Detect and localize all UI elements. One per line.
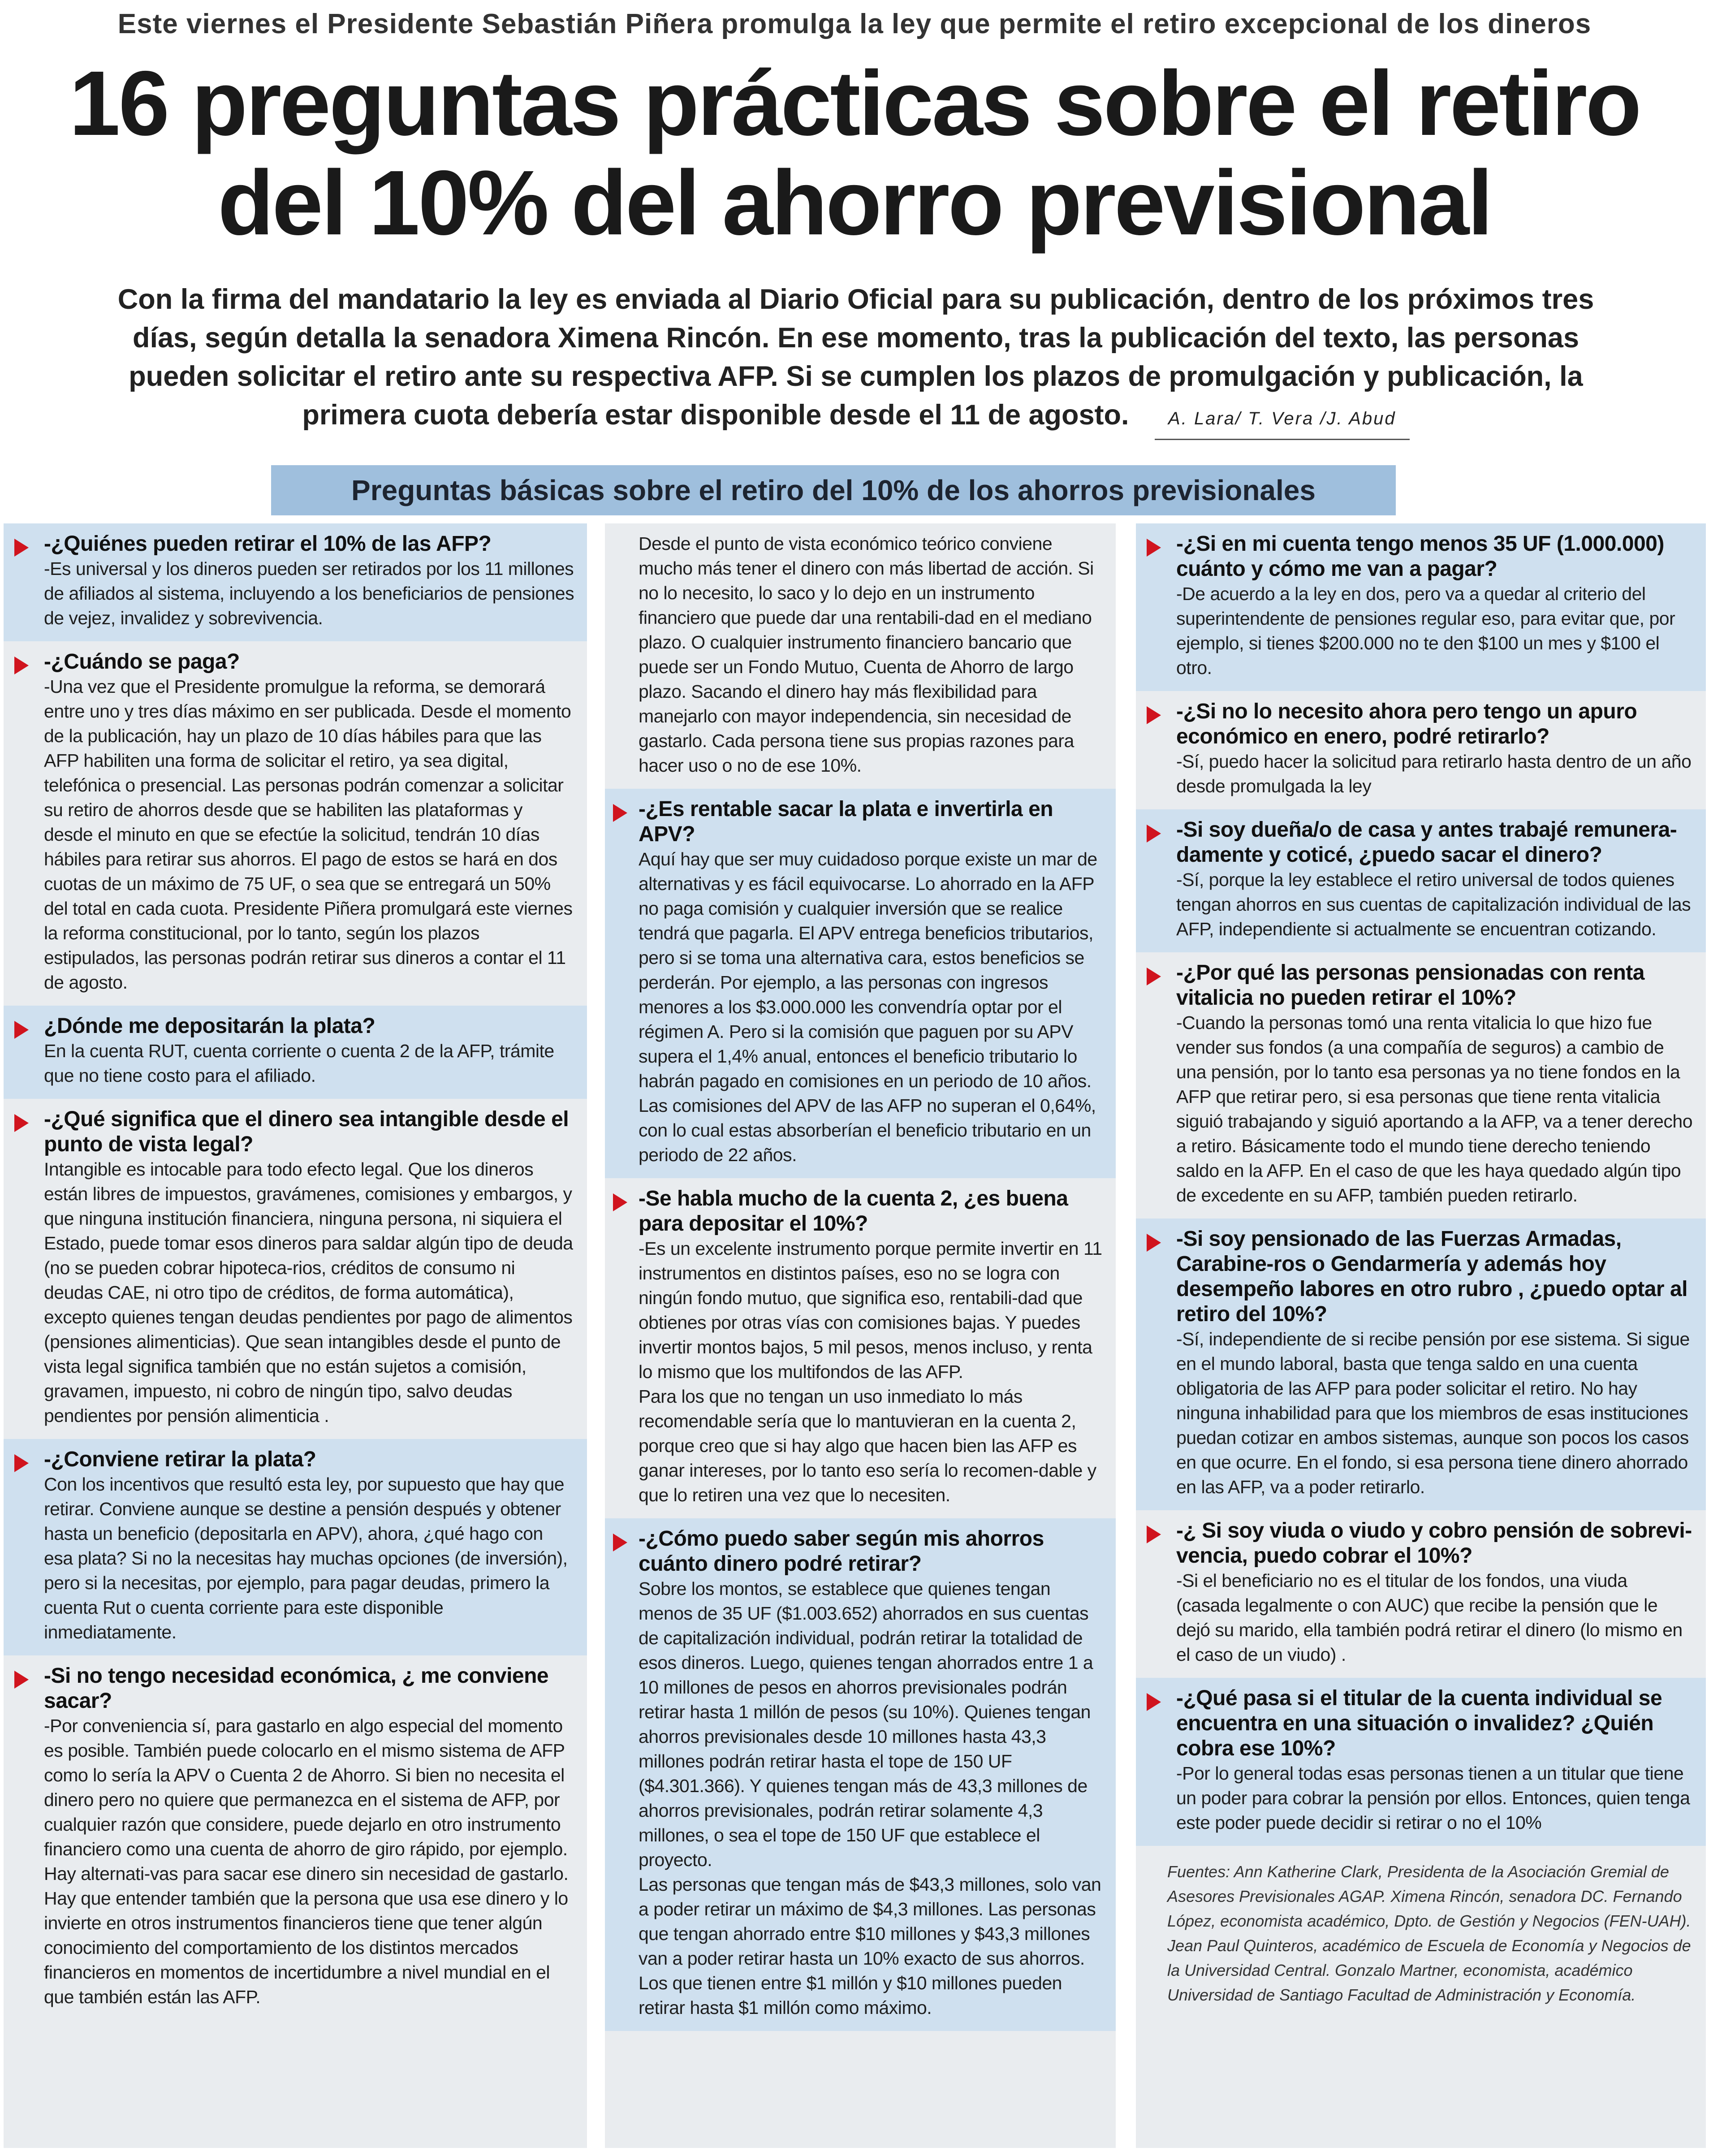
answer-paragraph: -Sí, porque la ley establece el retiro universal de todos quienes tengan ahorros en sus cuentas de capitalización individual de las AFP, independiente si actualmente se encuentran cotizando. [1176, 869, 1691, 939]
qa-item [4, 1655, 587, 2020]
answer [44, 674, 575, 995]
lead-text: Con la firma del mandatario la ley es enviada al Diario Oficial para su publicación, dentro de los próximos tres días, según detalla la senadora Ximena Rincón. En ese momento, tras la publicación del texto, las personas pueden solicitar el retiro ante su respectiva AFP. Si se cumplen los plazos de promulgación y publicación, la primera cuota debería estar disponible desde el 11 de agosto. [117, 284, 1594, 431]
answer-paragraph: Desde el punto de vista económico teórico conviene mucho más tener el dinero con más libertad de acción. Si no lo necesito, lo saco y lo dejo en un instrumento financiero que puede dar una rentabili-dad en el mediano plazo. O cualquier instrumento financiero bancario que puede ser un Fondo Mutuo, Cuenta de Ahorro de largo plazo. Sacando el dinero hay más flexibilidad para manejarlo con mayor independencia, sin necesidad de gastarlo. Cada persona tiene sus propias razones para hacer uso o no de ese 10%. [639, 533, 1094, 776]
question: -Si soy pensionado de las Fuerzas Armadas, Carabine-ros o Gendarmería y además hoy desempeño labores en otro rubro , ¿puedo optar al retiro del 10%? [1176, 1227, 1687, 1326]
bullet-arrow-icon [1147, 1693, 1161, 1711]
bullet-arrow-icon [1147, 1234, 1161, 1252]
qa-item [4, 641, 587, 1006]
answer [44, 1472, 575, 1645]
qa-item [1136, 523, 1706, 691]
bullet-arrow-icon [14, 1671, 29, 1689]
qa-item [605, 789, 1116, 1178]
qa-item [605, 1178, 1116, 1518]
answer [1176, 1327, 1694, 1499]
answer-paragraph: Aquí hay que ser muy cuidadoso porque existe un mar de alternativas y es fácil equivocarse. Lo ahorrado en la AFP no paga comisión y cualquier inversión que se realice tendrá que pagarla. El APV entrega beneficios tributarios, pero si se toma una alternativa cara, estos beneficios se perderán. Por ejemplo, a las personas con ingresos menores a los $3.000.000 les convendría optar por el régimen A. Pero si la comisión que paguen por su APV supera el 1,4% anual, entonces el beneficio tributario lo habrán pagado en comisiones en un periodo de 10 años. Las comisiones del APV de las AFP no superan el 0,64%, con lo cual estas absorberían el beneficio tributario en un periodo de 22 años. [639, 849, 1097, 1165]
headline-line-2: del 10% del ahorro previsional [217, 151, 1492, 254]
question: -¿Qué pasa si el titular de la cuenta individual se encuentra en una situación o invalidez? ¿Quién cobra ese 10%? [1176, 1686, 1662, 1760]
byline: A. Lara/ T. Vera /J. Abud [1155, 399, 1410, 440]
bullet-arrow-icon [1147, 539, 1161, 557]
qa-item [1136, 809, 1706, 952]
answer [1176, 1011, 1694, 1208]
answer-paragraph: En la cuenta RUT, cuenta corriente o cuenta 2 de la AFP, trámite que no tiene costo para el afiliado. [44, 1041, 554, 1086]
answer [639, 1236, 1104, 1508]
answer-paragraph: -Si el beneficiario no es el titular de los fondos, una viuda (casada legalmente o con AUC) que recibe la pensión que le dejó su marido, ella también podrá retirar el dinero (lo mismo en el caso de un viudo) . [1176, 1570, 1683, 1665]
column-2 [605, 523, 1116, 2148]
bullet-arrow-icon [613, 1534, 627, 1551]
answer [639, 531, 1104, 778]
question: -¿Conviene retirar la plata? [44, 1447, 316, 1471]
qa-item [4, 1099, 587, 1439]
answer [44, 1157, 575, 1428]
bullet-arrow-icon [613, 1193, 627, 1211]
bullet-arrow-icon [14, 1454, 29, 1472]
qa-item [605, 1518, 1116, 2031]
question: -¿Es rentable sacar la plata e invertirla en APV? [639, 797, 1053, 846]
question: -Se habla mucho de la cuenta 2, ¿es buena para depositar el 10%? [639, 1187, 1068, 1236]
qa-item [1136, 691, 1706, 809]
answer [1176, 868, 1694, 942]
answer [1176, 582, 1694, 680]
qa-item [1136, 1510, 1706, 1678]
question: -¿Cuándo se paga? [44, 650, 240, 674]
question: -Si soy dueña/o de casa y antes trabajé remunera-damente y coticé, ¿puedo sacar el dinero? [1176, 818, 1677, 867]
answer [639, 847, 1104, 1167]
bullet-arrow-icon [14, 1114, 29, 1132]
question: -¿Quiénes pueden retirar el 10% de las AFP? [44, 532, 492, 556]
bullet-arrow-icon [1147, 1525, 1161, 1543]
answer-paragraph: -Sí, independiente de si recibe pensión por ese sistema. Si sigue en el mundo laboral, basta que tenga saldo en una cuenta obligatoria de las AFP para poder solicitar el retiro. No hay ninguna inhabilidad para que los miembros de esas instituciones puedan cotizar en ambos sistemas, aunque son pocos los casos en que ocurre. En el fondo, si esa persona tiene dinero ahorrado en las AFP, va a poder retirarlo. [1176, 1329, 1690, 1497]
answer-paragraph: -Una vez que el Presidente promulgue la reforma, se demorará entre uno y tres días máximo en ser publicada. Desde el momento de la publicación, hay un plazo de 10 días hábiles para que las AFP habiliten una forma de solicitar el retiro, ya sea digital, telefónica o presencial. Las personas podrán comenzar a solicitar su retiro de ahorros desde que se habiliten las plataformas y desde el minuto en que se efectúe la solicitud, tendrán 10 días hábiles para retirar sus ahorros. El pago de estos se hará en dos cuotas de un máximo de 75 UF, o sea que se entregará un 50% del total en cada cuota. Presidente Piñera promulgará este viernes la reforma constitucional, por lo tanto, según los plazos estipulados, las personas podrán retirar sus dineros a contar el 11 de agosto. [44, 676, 573, 993]
qa-item [4, 523, 587, 641]
bullet-arrow-icon [1147, 825, 1161, 843]
answer-paragraph: -Por lo general todas esas personas tienen a un titular que tiene un poder para cobrar la pensión por ellos. Entonces, quien tenga este poder puede decidir si retirar o no el 10% [1176, 1763, 1690, 1833]
answer-paragraph: -Cuando la personas tomó una renta vitalicia lo que hizo fue vender sus fondos (a una compañía de seguros) a cambio de una pensión, por lo tanto esa personas ya no tiene fondos en la AFP que retirar pero, si esa personas que tiene renta vitalicia siguió trabajando y siguió aportando a la AFP, va a tener derecho a retiro. Básicamente todo el mundo tiene derecho teniendo saldo en la AFP. En el caso de que les haya quedado algún tipo de excedente en su AFP, también pueden retirarlo. [1176, 1012, 1692, 1205]
answer-paragraph: Sobre los montos, se establece que quienes tengan menos de 35 UF ($1.003.652) ahorrados en sus cuentas de capitalización individual, podrán retirar la totalidad de esos dineros. Luego, quienes tengan ahorrados entre 1 a 10 millones de pesos en ahorros previsionales podrán retirar hasta 1 millón de pesos (su 10%). Quienes tengan ahorros previsionales desde 10 millones hasta 43,3 millones podrán retirar hasta el tope de 150 UF ($4.301.366). Y quienes tengan más de 43,3 millones de ahorros previsionales, podrán retirar solamente 4,3 millones, o sea el tope de 150 UF que establece el proyecto. [639, 1578, 1093, 1870]
qa-item [4, 1439, 587, 1655]
section-title: Preguntas básicas sobre el retiro del 10% de los ahorros previsionales [271, 465, 1396, 515]
answer-paragraph: -Sí, puedo hacer la solicitud para retirarlo hasta dentro de un año desde promulgada la ley [1176, 751, 1692, 796]
question: -¿Qué significa que el dinero sea intangible desde el punto de vista legal? [44, 1107, 569, 1156]
answer [44, 1714, 575, 2009]
question: -¿Cómo puedo saber según mis ahorros cuánto dinero podré retirar? [639, 1527, 1044, 1576]
bullet-arrow-icon [14, 657, 29, 674]
answer-paragraph: -Es un excelente instrumento porque permite invertir en 11 instrumentos en distintos países, eso no se logra con ningún fondo mutuo, que significa eso, rentabili-dad que obtienes por otras vías con comisiones bajas. Y puedes invertir montos bajos, 5 mil pesos, menos incluso, y renta lo mismo que los multifondos de las AFP. [639, 1238, 1102, 1382]
answer-paragraph: -Por conveniencia sí, para gastarlo en algo especial del momento es posible. También puede colocarlo en el mismo sistema de AFP como lo sería la APV o Cuenta 2 de Ahorro. Si bien no necesita el dinero pero no quiere que permanezca en el sistema de AFP, por cualquier razón que considere, puede dejarlo en otro instrumento financiero como una cuenta de ahorro de giro rápido, por ejemplo. Hay alternati-vas para sacar ese dinero sin necesidad de gastarlo. Hay que entender también que la persona que usa ese dinero y lo invierte en otros instrumentos financieros tiene que tener algún conocimiento del comportamiento de los distintos mercados financieros en momentos de incertidumbre a nivel mundial en el que también están las AFP. [44, 1715, 569, 2007]
qa-item [1136, 1678, 1706, 1846]
answer [1176, 1568, 1694, 1667]
lead-paragraph [103, 280, 1609, 440]
bullet-arrow-icon [14, 539, 29, 557]
answer-paragraph: Intangible es intocable para todo efecto legal. Que los dineros están libres de impuestos, gravámenes, comisiones y embargos, y que ninguna institución financiera, ninguna persona, ni siquiera el Estado, puede tomar esos dineros para saldar algún tipo de deuda (no se pueden cobrar hipoteca-rios, créditos de consumo ni deudas CAE, ni otro tipo de créditos, de forma automática), excepto quienes tengan deudas pendientes por pago de alimentos (pensiones alimenticias). Que sean intangibles desde el punto de vista legal significa también que no están sujetos a comisión, gravamen, impuesto, ni cobro de ningún tipo, salvo deudas pendientes por pensión alimenticia . [44, 1159, 573, 1426]
headline-line-1: 16 preguntas prácticas sobre el retiro [69, 52, 1640, 155]
kicker: Este viernes el Presidente Sebastián Piñera promulga la ley que permite el retiro excepcional de los dineros [117, 9, 1592, 39]
answer [639, 1577, 1104, 2020]
question: -¿Si no lo necesito ahora pero tengo un apuro económico en enero, podré retirarlo? [1176, 700, 1637, 748]
headline [0, 54, 1709, 253]
answer-paragraph: -De acuerdo a la ley en dos, pero va a quedar al criterio del superintendente de pensiones regular eso, para evitar que, por ejemplo, si tienes $200.000 no te den $100 un mes y $100 el otro. [1176, 583, 1675, 678]
qa-item [4, 1006, 587, 1099]
answer [44, 557, 575, 631]
answer [44, 1039, 575, 1088]
bullet-arrow-icon [14, 1021, 29, 1039]
column-3 [1136, 523, 1706, 2148]
sources-credits: Fuentes: Ann Katherine Clark, Presidenta de la Asociación Gremial de Asesores Previsionales AGAP. Ximena Rincón, senadora DC. Fernando López, economista académico, Dpto. de Gestión y Negocios (FEN-UAH). Jean Paul Quinteros, académico de Escuela de Economía y Negocios de la Universidad Central. Gonzalo Martner, economista, académico Universidad de Santiago Facultad de Administración y Economía. [1167, 1862, 1691, 2004]
question: -Si no tengo necesidad económica, ¿ me conviene sacar? [44, 1664, 549, 1713]
answer-paragraph: Las personas que tengan más de $43,3 millones, solo van a poder retirar un máximo de $4,3 millones. Las personas que tengan ahorrado entre $10 millones y $43,3 millones van a poder retirar hasta un 10% exacto de sus ahorros. Los que tienen entre $1 millón y $10 millones pueden retirar hasta $1 millón como máximo. [639, 1874, 1101, 2018]
question: -¿ Si soy viuda o viudo y cobro pensión de sobrevi-vencia, puedo cobrar el 10%? [1176, 1519, 1692, 1568]
answer-paragraph: Para los que no tengan un uso inmediato lo más recomendable sería que lo mantuvieran en la cuenta 2, porque creo que si hay algo que hacen bien las AFP es ganar intereses, por lo tanto eso sería lo recomen-dable y que lo retiren una vez que lo necesiten. [639, 1386, 1096, 1505]
qa-item [1136, 1218, 1706, 1510]
answer-paragraph: Con los incentivos que resultó esta ley, por supuesto que hay que retirar. Conviene aunque se destine a pensión después y obtener hasta un beneficio (depositarla en APV), ahora, ¿qué hago con esa plata? Si no la necesitas hay muchas opciones (de inversión), pero si la necesitas, por ejemplo, para pagar deudas, primero la cuenta Rut o cuenta corriente para este disponible inmediatamente. [44, 1474, 568, 1642]
bullet-arrow-icon [1147, 968, 1161, 985]
bullet-arrow-icon [613, 804, 627, 822]
qa-item [1136, 952, 1706, 1218]
column-1 [4, 523, 587, 2148]
question: -¿Por qué las personas pensionadas con renta vitalicia no pueden retirar el 10%? [1176, 961, 1644, 1010]
answer [1176, 749, 1694, 799]
question: -¿Si en mi cuenta tengo menos 35 UF (1.000.000) cuánto y cómo me van a pagar? [1176, 532, 1664, 581]
answer-paragraph: -Es universal y los dineros pueden ser retirados por los 11 millones de afiliados al sistema, incluyendo a los beneficiarios de pensiones de vejez, invalidez y sobrevivencia. [44, 558, 574, 628]
bullet-arrow-icon [1147, 706, 1161, 724]
answer [1176, 1761, 1694, 1835]
qa-item-continued [605, 523, 1116, 789]
question: ¿Dónde me depositarán la plata? [44, 1014, 375, 1038]
